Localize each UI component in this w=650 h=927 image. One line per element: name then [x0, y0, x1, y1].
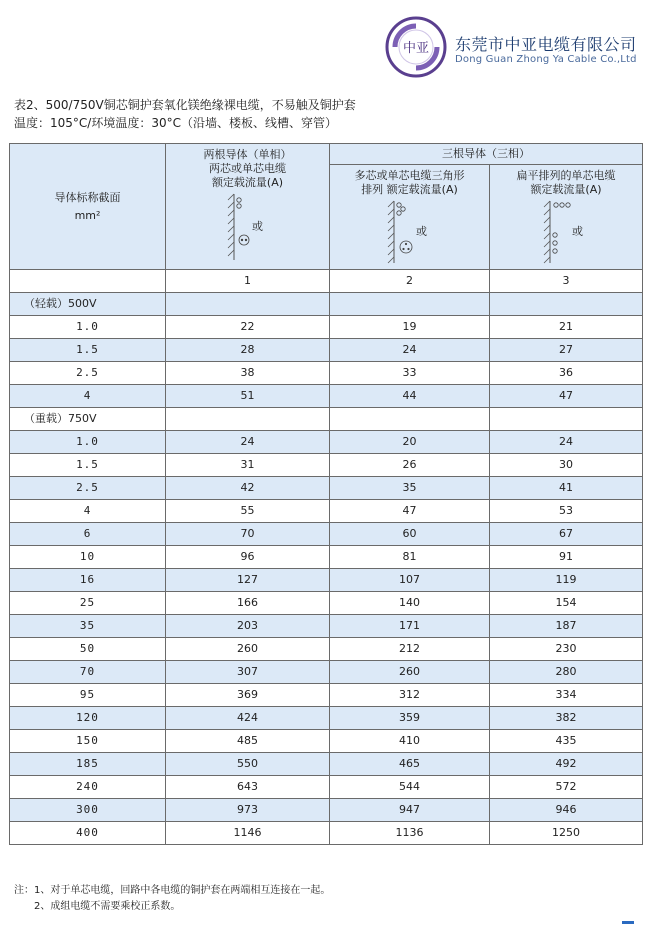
- heavy-section: [10, 408, 643, 431]
- company-logo-icon: [385, 16, 447, 78]
- cell-conductor-size: 1.0: [10, 431, 166, 454]
- cell-rating-1: 55: [166, 500, 330, 523]
- cell-rating-2: 81: [330, 546, 490, 569]
- cell-rating-2: 410: [330, 730, 490, 753]
- column-number-2: 2: [330, 270, 490, 293]
- flat-or: 或: [572, 225, 583, 238]
- column-number-blank: [10, 270, 166, 293]
- table-row: [10, 316, 643, 339]
- table-row: [10, 753, 643, 776]
- cell-rating-1: 1146: [166, 822, 330, 845]
- trefoil-wall-icon: [380, 199, 440, 265]
- cell-rating-1: 307: [166, 661, 330, 684]
- cell-rating-3: 492: [490, 753, 643, 776]
- section-heavy-empty: [330, 408, 490, 431]
- cell-conductor-size: 2.5: [10, 477, 166, 500]
- cell-rating-3: 154: [490, 592, 643, 615]
- cell-rating-1: 31: [166, 454, 330, 477]
- cell-rating-2: 260: [330, 661, 490, 684]
- page-corner-mark: [622, 921, 634, 924]
- cell-rating-1: 127: [166, 569, 330, 592]
- logo-text: 中亚: [402, 41, 430, 56]
- cell-rating-1: 96: [166, 546, 330, 569]
- cell-conductor-size: 16: [10, 569, 166, 592]
- cell-conductor-size: 1.0: [10, 316, 166, 339]
- light-load-rows: [10, 316, 643, 408]
- cell-rating-3: 91: [490, 546, 643, 569]
- cell-conductor-size: 50: [10, 638, 166, 661]
- current-rating-table: [9, 143, 643, 845]
- cell-rating-3: 572: [490, 776, 643, 799]
- table-row: [10, 362, 643, 385]
- cell-rating-1: 550: [166, 753, 330, 776]
- cell-conductor-size: 240: [10, 776, 166, 799]
- cell-rating-2: 26: [330, 454, 490, 477]
- cell-conductor-size: 185: [10, 753, 166, 776]
- temperature-caption: 温度：105°C/环境温度：30°C（沿墙、楼板、线槽、穿管）: [14, 116, 337, 130]
- cell-rating-3: 21: [490, 316, 643, 339]
- two-conductor-rating: 额定载流量(A): [211, 176, 284, 189]
- cell-rating-1: 70: [166, 523, 330, 546]
- note-2: 2、成组电缆不需要乘校正系数。: [34, 901, 181, 912]
- table-row: [10, 730, 643, 753]
- cell-conductor-size: 300: [10, 799, 166, 822]
- three-conductor-header: [330, 144, 643, 165]
- table-row: [10, 431, 643, 454]
- three-conductor-title: 三根导体（三相）: [442, 147, 530, 160]
- cell-rating-2: 107: [330, 569, 490, 592]
- section-heavy-label: （重载）750V: [10, 408, 166, 431]
- cell-conductor-size: 4: [10, 500, 166, 523]
- cell-rating-3: 435: [490, 730, 643, 753]
- cell-rating-1: 369: [166, 684, 330, 707]
- cell-rating-1: 260: [166, 638, 330, 661]
- cell-rating-1: 51: [166, 385, 330, 408]
- header-row-1: [10, 144, 643, 165]
- cell-rating-1: 643: [166, 776, 330, 799]
- table-row: [10, 638, 643, 661]
- cell-rating-3: 27: [490, 339, 643, 362]
- table-row: [10, 707, 643, 730]
- two-conductor-title: 两根导体（单相）: [203, 148, 292, 161]
- cell-rating-2: 19: [330, 316, 490, 339]
- trefoil-header: [330, 165, 490, 270]
- table-row: [10, 661, 643, 684]
- table-row: [10, 339, 643, 362]
- cell-conductor-size: 10: [10, 546, 166, 569]
- notes: [14, 883, 330, 915]
- cell-conductor-size: 150: [10, 730, 166, 753]
- section-heavy-row: [10, 408, 643, 431]
- cell-rating-2: 33: [330, 362, 490, 385]
- cell-rating-1: 424: [166, 707, 330, 730]
- company-name-cn: 东莞市中亚电缆有限公司: [455, 35, 637, 54]
- table-row: [10, 385, 643, 408]
- cell-conductor-size: 1.5: [10, 454, 166, 477]
- cell-rating-3: 187: [490, 615, 643, 638]
- cell-rating-1: 166: [166, 592, 330, 615]
- cell-rating-3: 30: [490, 454, 643, 477]
- cell-conductor-size: 70: [10, 661, 166, 684]
- cell-rating-3: 47: [490, 385, 643, 408]
- section-light-empty: [166, 293, 330, 316]
- table-row: [10, 454, 643, 477]
- table-row: [10, 523, 643, 546]
- cell-rating-3: 946: [490, 799, 643, 822]
- cell-rating-2: 44: [330, 385, 490, 408]
- company-name-en: Dong Guan Zhong Ya Cable Co.,Ltd: [455, 54, 637, 65]
- cell-conductor-size: 1.5: [10, 339, 166, 362]
- cell-rating-3: 41: [490, 477, 643, 500]
- section-heavy-empty: [490, 408, 643, 431]
- cell-conductor-size: 35: [10, 615, 166, 638]
- table-row: [10, 615, 643, 638]
- cell-rating-3: 36: [490, 362, 643, 385]
- cell-rating-3: 230: [490, 638, 643, 661]
- table-row: [10, 477, 643, 500]
- column-number-row: [10, 270, 643, 293]
- section-light-row: [10, 293, 643, 316]
- two-conductor-wall-icon: [218, 192, 278, 262]
- cell-rating-1: 203: [166, 615, 330, 638]
- flat-header: [490, 165, 643, 270]
- cell-rating-2: 544: [330, 776, 490, 799]
- cell-conductor-size: 2.5: [10, 362, 166, 385]
- conductor-section-unit: mm²: [74, 208, 101, 222]
- section-light-label: （轻载）500V: [10, 293, 166, 316]
- column-number-3: 3: [490, 270, 643, 293]
- cell-rating-2: 312: [330, 684, 490, 707]
- table-row: [10, 822, 643, 845]
- cell-rating-3: 67: [490, 523, 643, 546]
- cell-rating-2: 171: [330, 615, 490, 638]
- company-header: [385, 16, 645, 78]
- cell-rating-2: 465: [330, 753, 490, 776]
- cell-rating-2: 20: [330, 431, 490, 454]
- cell-rating-3: 24: [490, 431, 643, 454]
- cell-rating-1: 38: [166, 362, 330, 385]
- table-row: [10, 592, 643, 615]
- cell-conductor-size: 400: [10, 822, 166, 845]
- cell-rating-1: 22: [166, 316, 330, 339]
- section-light-empty: [490, 293, 643, 316]
- cell-conductor-size: 25: [10, 592, 166, 615]
- table-caption: 表2、500/750V铜芯铜护套氧化镁绝缘裸电缆，不易触及铜护套: [14, 98, 356, 112]
- cell-rating-1: 973: [166, 799, 330, 822]
- table-row: [10, 776, 643, 799]
- trefoil-title: 多芯或单芯电缆三角形: [354, 169, 465, 182]
- cell-rating-3: 119: [490, 569, 643, 592]
- cell-rating-2: 947: [330, 799, 490, 822]
- note-1: 注：1、对于单芯电缆，回路中各电缆的铜护套在两端相互连接在一起。: [14, 885, 331, 896]
- table-row: [10, 546, 643, 569]
- two-conductor-or: 或: [252, 220, 263, 233]
- cell-rating-3: 53: [490, 500, 643, 523]
- cell-rating-2: 35: [330, 477, 490, 500]
- cell-rating-2: 359: [330, 707, 490, 730]
- cell-rating-3: 1250: [490, 822, 643, 845]
- cell-rating-1: 24: [166, 431, 330, 454]
- cell-conductor-size: 120: [10, 707, 166, 730]
- cell-rating-2: 24: [330, 339, 490, 362]
- two-conductor-header: [166, 144, 330, 270]
- section-heavy-empty: [166, 408, 330, 431]
- cell-rating-3: 334: [490, 684, 643, 707]
- two-conductor-sub: 两芯或单芯电缆: [209, 162, 286, 175]
- cell-rating-2: 1136: [330, 822, 490, 845]
- cell-rating-2: 212: [330, 638, 490, 661]
- conductor-section-label: 导体标称截面: [54, 190, 121, 204]
- column-number-1: 1: [166, 270, 330, 293]
- cell-conductor-size: 95: [10, 684, 166, 707]
- cell-rating-1: 485: [166, 730, 330, 753]
- flat-title: 扁平排列的单芯电缆: [516, 169, 616, 182]
- flat-wall-icon: [536, 199, 596, 265]
- trefoil-rating: 排列 额定载流量(A): [361, 183, 458, 196]
- table-row: [10, 799, 643, 822]
- table-row: [10, 684, 643, 707]
- cell-rating-3: 280: [490, 661, 643, 684]
- table-row: [10, 500, 643, 523]
- cell-rating-2: 60: [330, 523, 490, 546]
- heavy-load-rows: [10, 431, 643, 845]
- cell-conductor-size: 4: [10, 385, 166, 408]
- cell-rating-2: 47: [330, 500, 490, 523]
- conductor-section-header: [10, 144, 166, 270]
- cell-rating-1: 28: [166, 339, 330, 362]
- cell-rating-3: 382: [490, 707, 643, 730]
- table-row: [10, 569, 643, 592]
- cell-conductor-size: 6: [10, 523, 166, 546]
- cell-rating-2: 140: [330, 592, 490, 615]
- section-light-empty: [330, 293, 490, 316]
- trefoil-or: 或: [416, 225, 427, 238]
- flat-rating: 额定载流量(A): [530, 183, 602, 196]
- cell-rating-1: 42: [166, 477, 330, 500]
